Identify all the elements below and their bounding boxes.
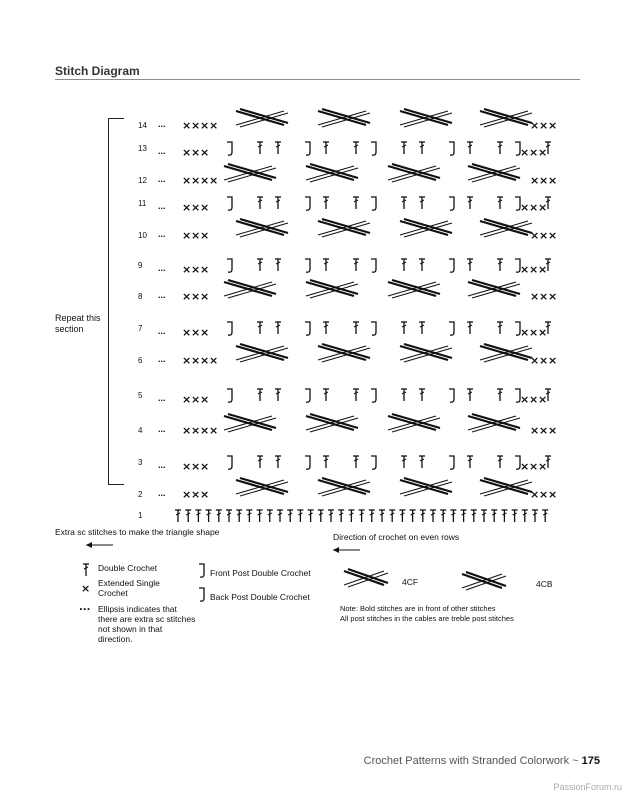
post-stitch (371, 389, 376, 402)
cable-front (484, 478, 532, 492)
post-stitch (449, 197, 454, 210)
legend-4cb: 4CB (536, 579, 553, 589)
row-ellipsis: ... (158, 174, 166, 184)
sc-stitch: × (182, 263, 192, 276)
sc-stitch: × (539, 290, 549, 303)
legend-sc-symbol: × (81, 582, 91, 595)
sc-stitch: × (200, 290, 210, 303)
sc-stitch: × (200, 174, 210, 187)
sc-stitch: × (200, 201, 210, 214)
sc-stitch: × (200, 229, 210, 242)
cable-front (404, 219, 452, 233)
sc-stitch: × (182, 393, 192, 406)
row-number: 14 (138, 121, 147, 130)
row-number: 9 (138, 261, 143, 270)
sc-stitch: × (191, 354, 201, 367)
cable-front (310, 280, 358, 294)
cable-front (472, 164, 520, 178)
post-stitch (227, 142, 232, 155)
sc-stitch: × (539, 119, 549, 132)
sc-stitch: × (200, 263, 210, 276)
sc-stitch: × (191, 460, 201, 473)
post-stitch (227, 259, 232, 272)
cable-front (392, 280, 440, 294)
sc-stitch: × (191, 201, 201, 214)
row-ellipsis: ... (158, 488, 166, 498)
sc-stitch: × (530, 354, 540, 367)
post-stitch (305, 197, 310, 210)
row-number: 4 (138, 426, 143, 435)
sc-stitch: × (200, 326, 210, 339)
sc-stitch: × (539, 229, 549, 242)
arrow-left-head (86, 542, 92, 548)
sc-stitch: × (539, 354, 549, 367)
row-ellipsis: ... (158, 229, 166, 239)
cable-front (322, 344, 370, 358)
sc-stitch: × (529, 146, 539, 159)
page-number: 175 (581, 755, 600, 767)
sc-stitch: × (548, 119, 558, 132)
cable-front (240, 219, 288, 233)
repeat-label: Repeat this section (55, 313, 101, 334)
sc-stitch: × (200, 354, 210, 367)
cable-front (240, 478, 288, 492)
cable-front (484, 219, 532, 233)
cable-front (310, 164, 358, 178)
post-stitch (371, 142, 376, 155)
legend-ellipsis: Ellipsis indicates that there are extra sc stitches not shown in that direction. (98, 604, 196, 644)
sc-stitch: × (209, 354, 219, 367)
cable-front (228, 164, 276, 178)
sc-stitch: × (191, 290, 201, 303)
row-ellipsis: ... (158, 460, 166, 470)
sc-stitch: × (520, 460, 530, 473)
sc-stitch: × (191, 326, 201, 339)
sc-stitch: × (529, 393, 539, 406)
sc-stitch: × (548, 424, 558, 437)
post-stitch (227, 197, 232, 210)
row-ellipsis: ... (158, 119, 166, 129)
row-number: 13 (138, 144, 147, 153)
legend-extended-sc: Extended Single Crochet (98, 578, 160, 598)
cable-front (348, 569, 388, 583)
sc-stitch: × (530, 424, 540, 437)
legend-double-crochet: Double Crochet (98, 563, 158, 573)
sc-stitch: × (548, 174, 558, 187)
row-number: 6 (138, 356, 143, 365)
post-stitch (449, 142, 454, 155)
row-ellipsis: ... (158, 146, 166, 156)
row-ellipsis: ... (158, 326, 166, 336)
sc-stitch: × (182, 460, 192, 473)
sc-stitch: × (182, 326, 192, 339)
sc-stitch: × (538, 326, 548, 339)
post-stitch (371, 456, 376, 469)
sc-stitch: × (182, 229, 192, 242)
sc-stitch: × (182, 488, 192, 501)
post-stitch (449, 456, 454, 469)
sc-stitch: × (530, 174, 540, 187)
post-stitch (227, 322, 232, 335)
sc-stitch: × (529, 263, 539, 276)
note-line-2: All post stitches in the cables are treble post stitches (340, 614, 514, 623)
sc-stitch: × (209, 424, 219, 437)
cable-front (392, 164, 440, 178)
post-stitch (305, 456, 310, 469)
row-number: 1 (138, 511, 143, 520)
sc-stitch: × (530, 119, 540, 132)
sc-stitch: × (520, 146, 530, 159)
sc-stitch: × (548, 488, 558, 501)
footer-text: Crochet Patterns with Stranded Colorwork ~ (363, 755, 579, 767)
sc-stitch: × (538, 393, 548, 406)
sc-stitch: × (538, 460, 548, 473)
post-stitch (371, 322, 376, 335)
sc-stitch: × (548, 290, 558, 303)
post-stitch (449, 389, 454, 402)
sc-stitch: × (548, 229, 558, 242)
row-ellipsis: ... (158, 354, 166, 364)
sc-stitch: × (182, 201, 192, 214)
sc-stitch: × (191, 146, 201, 159)
row-ellipsis: ... (158, 290, 166, 300)
sc-stitch: × (182, 290, 192, 303)
page-title: Stitch Diagram (55, 64, 140, 78)
direction-text: Direction of crochet on even rows (333, 532, 460, 542)
cable-front (240, 344, 288, 358)
cable-front (228, 414, 276, 428)
post-stitch (227, 456, 232, 469)
sc-stitch: × (182, 354, 192, 367)
post-stitch (305, 142, 310, 155)
row-ellipsis: ... (158, 201, 166, 211)
sc-stitch: × (548, 354, 558, 367)
sc-stitch: × (209, 119, 219, 132)
row-ellipsis: ... (158, 424, 166, 434)
sc-stitch: × (191, 263, 201, 276)
cable-front (466, 572, 506, 586)
sc-stitch: × (529, 201, 539, 214)
row-number: 11 (138, 199, 147, 208)
legend-4cf: 4CF (402, 577, 419, 587)
post-stitch (449, 322, 454, 335)
legend-bpdc: Back Post Double Crochet (210, 592, 310, 602)
sc-stitch: × (182, 424, 192, 437)
sc-stitch: × (538, 263, 548, 276)
cable-front (322, 109, 370, 123)
sc-stitch: × (520, 263, 530, 276)
sc-stitch: × (191, 229, 201, 242)
sc-stitch: × (182, 174, 192, 187)
sc-stitch: × (520, 201, 530, 214)
post-stitch (227, 389, 232, 402)
sc-stitch: × (209, 174, 219, 187)
cable-front (484, 344, 532, 358)
arrow-left-head (333, 547, 339, 553)
cable-front (322, 478, 370, 492)
sc-stitch: × (538, 201, 548, 214)
sc-stitch: × (539, 174, 549, 187)
legend-ellipsis-symbol: ... (79, 602, 91, 613)
watermark: PassionForum.ru (553, 782, 622, 792)
row-number: 3 (138, 458, 143, 467)
post-stitch (305, 389, 310, 402)
cable-front (310, 414, 358, 428)
cable-front (404, 344, 452, 358)
cable-front (322, 219, 370, 233)
cable-front (472, 414, 520, 428)
post-stitch (449, 259, 454, 272)
cable-front (484, 109, 532, 123)
sc-stitch: × (530, 229, 540, 242)
row-number: 8 (138, 292, 143, 301)
cable-front (228, 280, 276, 294)
row-number: 12 (138, 176, 147, 185)
sc-stitch: × (530, 290, 540, 303)
row-number: 5 (138, 391, 143, 400)
sc-stitch: × (520, 393, 530, 406)
row-number: 7 (138, 324, 143, 333)
row-ellipsis: ... (158, 393, 166, 403)
sc-stitch: × (191, 488, 201, 501)
sc-stitch: × (538, 146, 548, 159)
row-number: 10 (138, 231, 147, 240)
sc-stitch: × (200, 119, 210, 132)
cable-front (404, 109, 452, 123)
sc-stitch: × (200, 424, 210, 437)
sc-stitch: × (191, 119, 201, 132)
sc-stitch: × (539, 424, 549, 437)
cable-front (404, 478, 452, 492)
sc-stitch: × (191, 424, 201, 437)
extra-sc-text: Extra sc stitches to make the triangle shape (55, 527, 220, 537)
row-ellipsis: ... (158, 263, 166, 273)
sc-stitch: × (200, 393, 210, 406)
sc-stitch: × (539, 488, 549, 501)
cable-front (392, 414, 440, 428)
post-stitch (371, 259, 376, 272)
footer (364, 755, 600, 767)
note-line-1: Note: Bold stitches are in front of other stitches (340, 604, 496, 613)
sc-stitch: × (529, 326, 539, 339)
sc-stitch: × (530, 488, 540, 501)
post-stitch (199, 588, 204, 601)
sc-stitch: × (191, 174, 201, 187)
post-stitch (199, 564, 204, 577)
sc-stitch: × (529, 460, 539, 473)
post-stitch (371, 197, 376, 210)
sc-stitch: × (200, 488, 210, 501)
sc-stitch: × (191, 393, 201, 406)
row-number: 2 (138, 490, 143, 499)
sc-stitch: × (520, 326, 530, 339)
legend-fpdc: Front Post Double Crochet (210, 568, 311, 578)
note (340, 604, 514, 624)
post-stitch (305, 322, 310, 335)
post-stitch (305, 259, 310, 272)
cable-front (240, 109, 288, 123)
cable-front (472, 280, 520, 294)
sc-stitch: × (200, 146, 210, 159)
sc-stitch: × (182, 119, 192, 132)
sc-stitch: × (182, 146, 192, 159)
sc-stitch: × (200, 460, 210, 473)
